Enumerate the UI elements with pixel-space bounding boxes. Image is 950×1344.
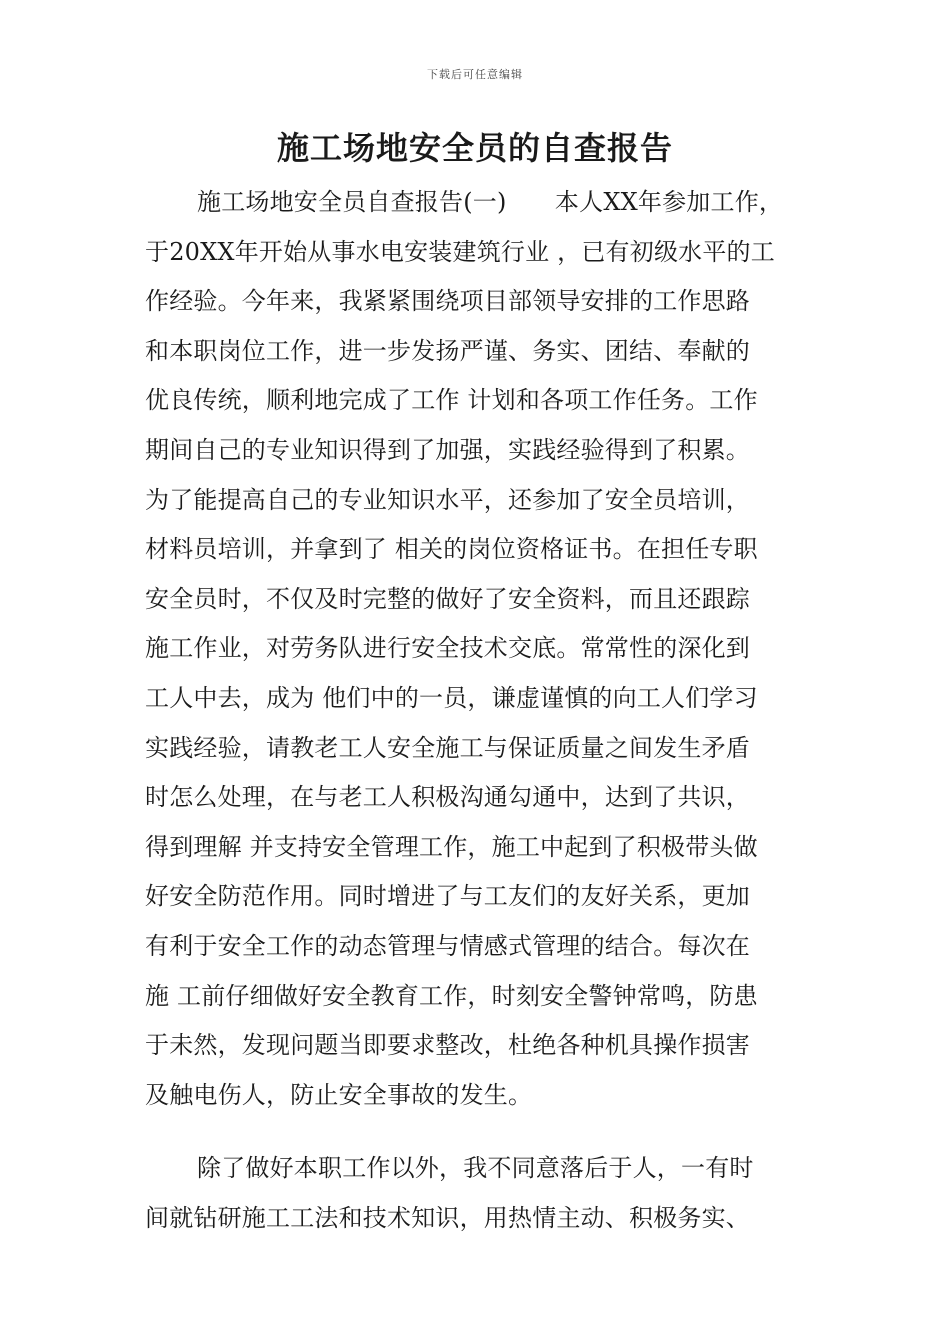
text-line: 为了能提高自己的专业知识水平，还参加了安全员培训， [145, 485, 750, 514]
text-line: 于20XX年开始从事水电安装建筑行业 ，已有初级水平的工 [145, 237, 775, 266]
text-line: 优良传统，顺利地完成了工作 计划和各项工作任务。工作 [145, 386, 758, 415]
header-note: 下载后可任意编辑 [427, 68, 523, 81]
text-line: 施 工前仔细做好安全教育工作，时刻安全警钟常鸣，防患 [145, 981, 758, 1010]
text-line: 工人中去，成为 他们中的一员，谦虚谨慎的向工人们学习 [145, 683, 758, 712]
text-line: 安全员时，不仅及时完整的做好了安全资料，而且还跟踪 [145, 584, 750, 613]
text-line: 实践经验，请教老工人安全施工与保证质量之间发生矛盾 [145, 733, 750, 762]
text-line: 有利于安全工作的动态管理与情感式管理的结合。每次在 [145, 931, 750, 960]
paragraph-1 [145, 178, 810, 1120]
text-line: 除了做好本职工作以外，我不同意落后于人，一有时 [197, 1154, 754, 1183]
text-line: 材料员培训，并拿到了 相关的岗位资格证书。在担任专职 [145, 535, 758, 564]
text-line: 好安全防范作用。同时增进了与工友们的友好关系，更加 [145, 882, 750, 911]
text-line: 及触电伤人，防止安全事故的发生。 [145, 1080, 533, 1109]
text-line: 时怎么处理，在与老工人积极沟通勾通中，达到了共识， [145, 783, 750, 812]
text-line: 期间自己的专业知识得到了加强，实践经验得到了积累。 [145, 435, 750, 464]
text-line: 施工作业，对劳务队进行安全技术交底。常常性的深化到 [145, 634, 750, 663]
text-line: 得到理解 并支持安全管理工作，施工中起到了积极带头做 [145, 832, 758, 861]
document-title: 施工场地安全员的自查报告 [276, 129, 673, 167]
text-line: 和本职岗位工作，进一步发扬严谨、务实、团结、奉献的 [145, 336, 750, 365]
text-line: 作经验。今年来，我紧紧围绕项目部领导安排的工作思路 [145, 287, 750, 316]
document-body [145, 178, 810, 1243]
paragraph-2 [145, 1144, 810, 1243]
text-line: 施工场地安全员自查报告(一) 本人XX年参加工作， [197, 188, 784, 216]
text-line: 于未然，发现问题当即要求整改，杜绝各种机具操作损害 [145, 1031, 750, 1060]
text-line: 间就钻研施工工法和技术知识，用热情主动、积极务实、 [145, 1203, 750, 1232]
